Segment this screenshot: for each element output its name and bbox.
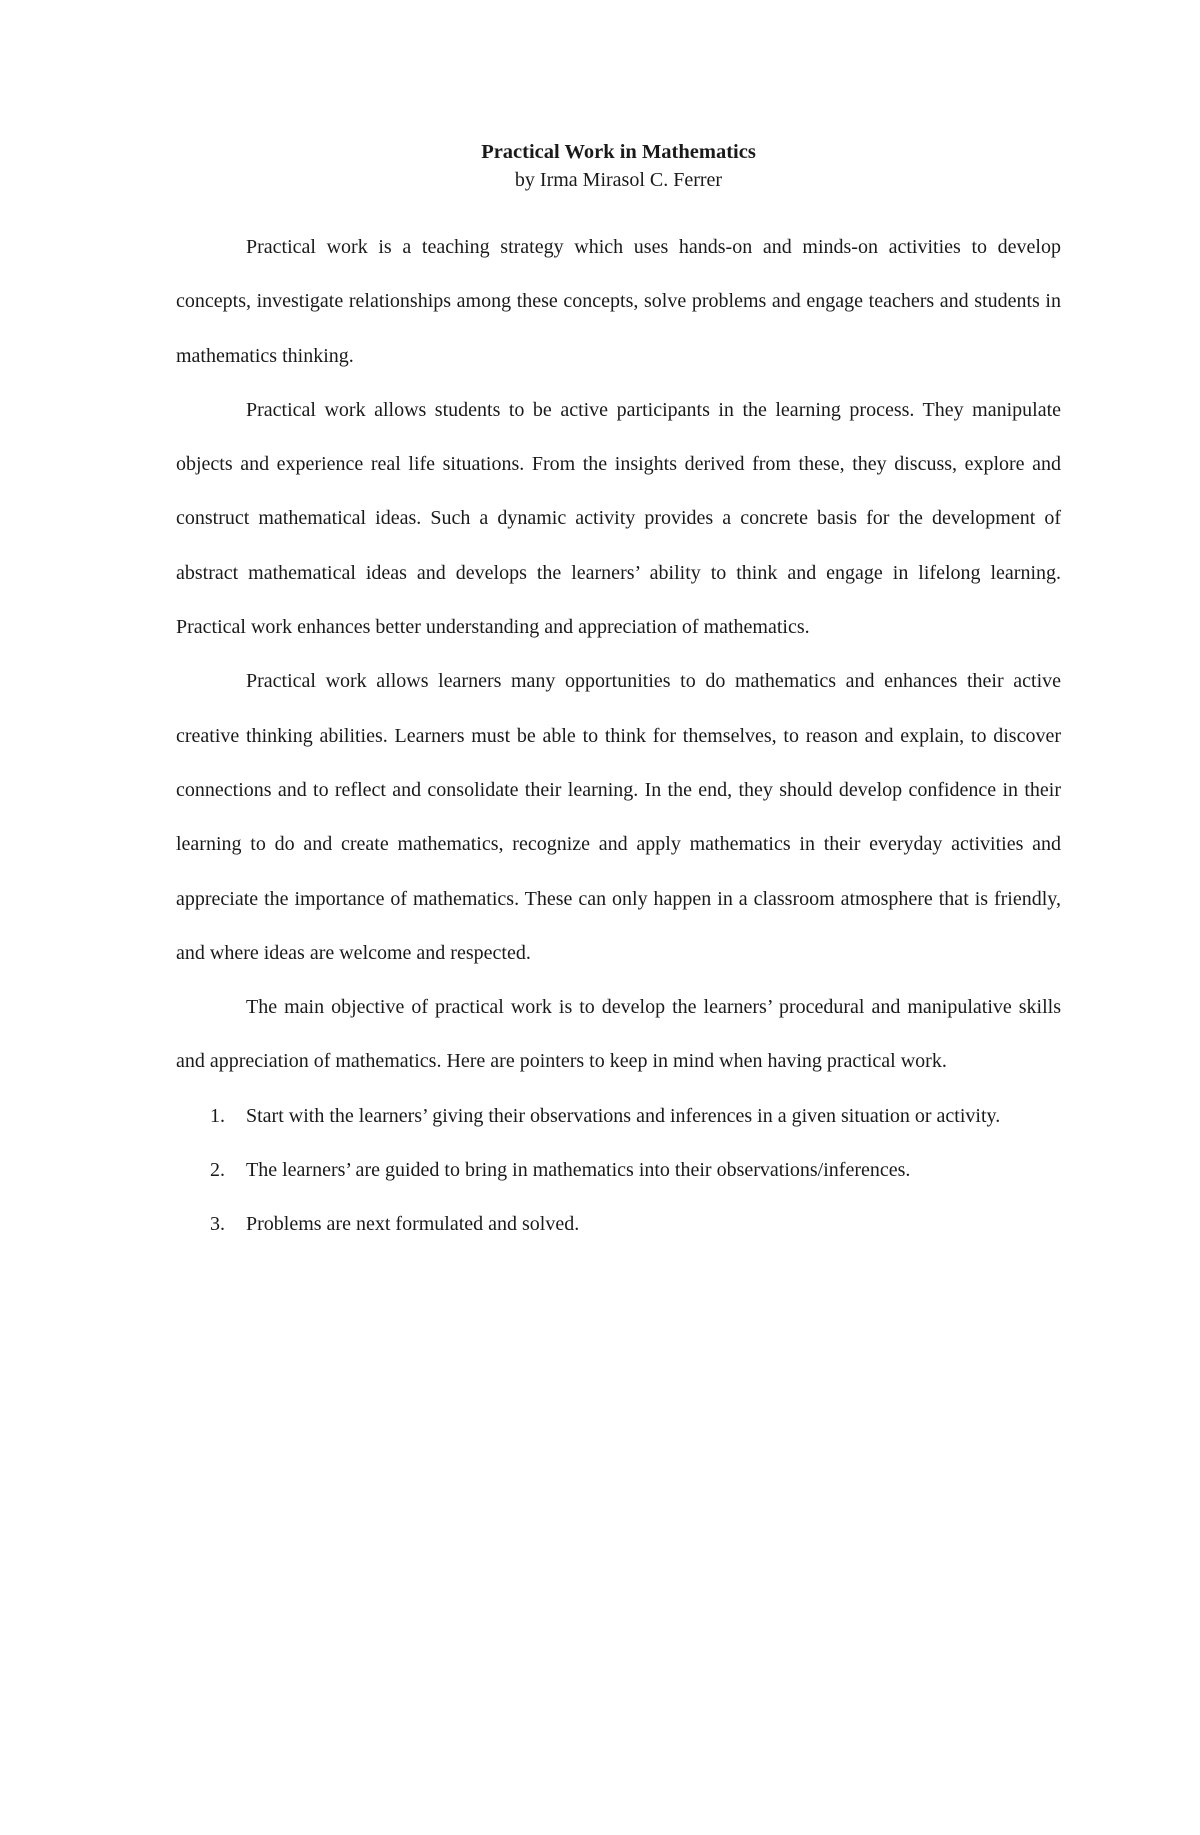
paragraph-2: Practical work allows students to be active participants in the learning process. They manipulate objects and experience real life situations. From the insights derived from these, they discuss, explore and construct mathematical ideas. Such a dynamic activity provides a concrete basis for the development of abstract mathematical ideas and develops the learners’ ability to think and engage in lifelong learning. Practical work enhances better understanding and appreciation of mathematics. — [176, 398, 1061, 639]
list-item-number: 3. — [210, 1213, 225, 1236]
list-item-text: Problems are next formulated and solved. — [246, 1213, 580, 1236]
paragraph-4: The main objective of practical work is to develop the learners’ procedural and manipulative skills and appreciation of mathematics. Here are pointers to keep in mind when having practical work. — [176, 996, 1061, 1073]
list-item-text: The learners’ are guided to bring in mathematics into their observations/inferences. — [246, 1159, 911, 1182]
list-item-number: 2. — [210, 1159, 225, 1182]
paragraph-1: Practical work is a teaching strategy which uses hands-on and minds-on activities to develop concepts, investigate relationships among these concepts, solve problems and engage teachers and students in mathematics thinking. — [176, 236, 1061, 367]
paragraph-3: Practical work allows learners many opportunities to do mathematics and enhances their active creative thinking abilities. Learners must be able to think for themselves, to reason and explain, to discover connections and to reflect and consolidate their learning. In the end, they should develop confidence in their learning to do and create mathematics, recognize and apply mathematics in their everyday activities and appreciate the importance of mathematics. These can only happen in a classroom atmosphere that is friendly, and where ideas are welcome and respected. — [176, 670, 1061, 964]
list-item-text: Start with the learners’ giving their observations and inferences in a given situation or activity. — [246, 1104, 1001, 1127]
list-item — [176, 1143, 1061, 1197]
list-item-number: 1. — [210, 1104, 225, 1127]
list-item — [176, 1089, 1061, 1143]
document-title: Practical Work in Mathematics — [481, 141, 756, 163]
document-body — [176, 138, 1061, 1252]
document-author: by Irma Mirasol C. Ferrer — [514, 169, 723, 191]
list-item — [176, 1197, 1061, 1251]
pointers-list — [176, 1089, 1061, 1252]
